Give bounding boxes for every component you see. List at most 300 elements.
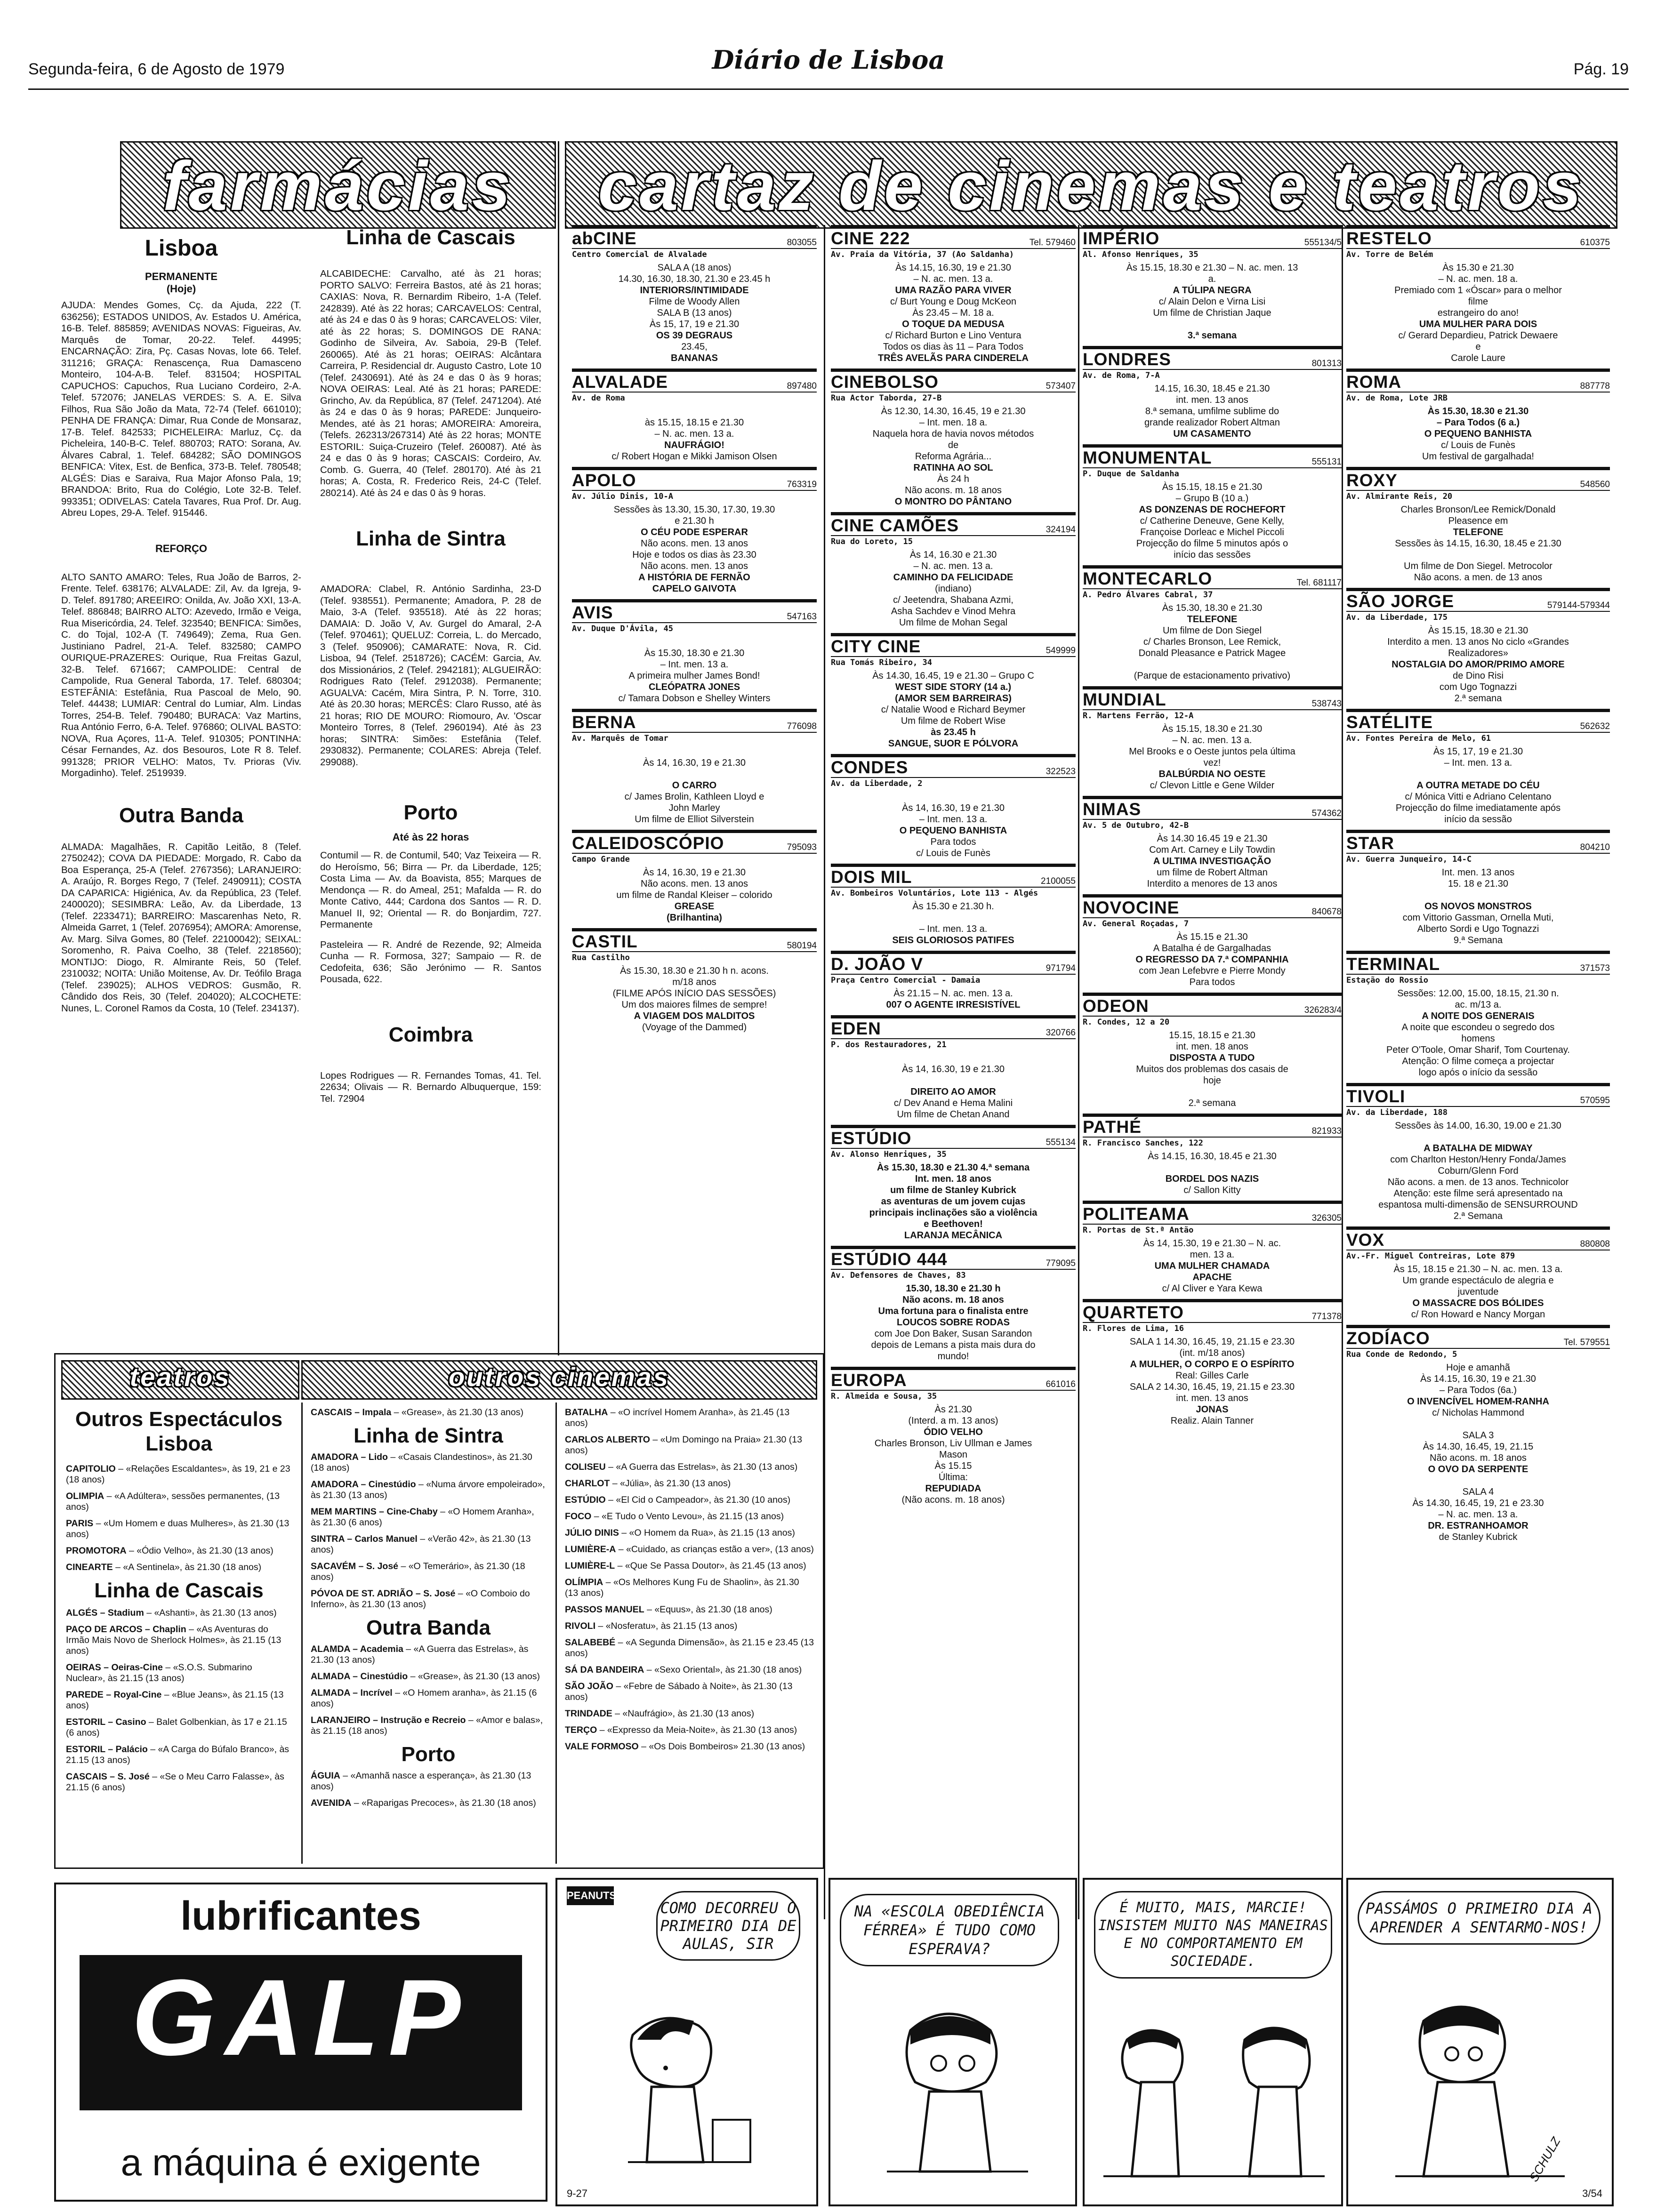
- cinema-name: NOVOCINE: [1083, 898, 1180, 917]
- listing-detail: – «O Temerário», às 21.30 (18 anos): [311, 1561, 525, 1582]
- teatros-cascais-heading: Linha de Cascais: [94, 1579, 264, 1602]
- comic-panel-1: [555, 1878, 818, 2206]
- marcie-drawing: [830, 1993, 1075, 2200]
- cinema-line: Reforma Agrária...: [915, 451, 992, 462]
- cinema-line: TELEFONE: [1187, 614, 1238, 625]
- cinema-line: (Brilhantina): [667, 913, 722, 923]
- listing-entry: [66, 1518, 292, 1540]
- farmacias-banner: [120, 141, 556, 229]
- cinema-name: NIMAS: [1083, 800, 1142, 819]
- comic-bubble-2: NA «ESCOLA OBEDIÊNCIA FÉRREA» É TUDO COMO ESPERAVA?: [840, 1894, 1059, 1966]
- cinema-line: Às 15.15 e 21.30: [1176, 932, 1248, 942]
- cinema-phone: 579144-579344: [1547, 601, 1610, 610]
- cinema-line: LARANJA MECÂNICA: [904, 1230, 1003, 1241]
- listing-entry: [565, 1637, 814, 1659]
- listing-detail: – «Ashanti», às 21.30 (13 anos): [144, 1608, 277, 1618]
- cinema-name: QUARTETO: [1083, 1303, 1184, 1322]
- cinema-line: filme: [1468, 297, 1488, 307]
- cinema-line: Às 24 h: [937, 474, 969, 484]
- cinema-line: depois de Lemans a pista mais dura do: [871, 1340, 1036, 1350]
- cinema-line: (Voyage of the Dammed): [642, 1022, 747, 1033]
- listing-entry: [565, 1528, 814, 1539]
- listing-venue: PAÇO DE ARCOS – Chaplin: [66, 1624, 186, 1635]
- cinema-name: MONTECARLO: [1083, 569, 1213, 588]
- outros-cinemas-banner-title: outros cinemas: [449, 1362, 670, 1392]
- cinema-line: c/ Ron Howard e Nancy Morgan: [1411, 1309, 1545, 1320]
- cinema-header: [1346, 713, 1610, 733]
- cinema-line: [831, 791, 1076, 802]
- cinema-line: Para todos: [1189, 977, 1235, 987]
- cinema-line: O TOQUE DA MEDUSA: [902, 319, 1005, 329]
- listing-venue: CINEARTE: [66, 1562, 113, 1572]
- cinema-listing: [1083, 565, 1342, 681]
- cinema-phone: 555131: [1311, 457, 1342, 467]
- cinema-line: men. 13 a.: [1190, 1250, 1235, 1260]
- listing-entry: [311, 1534, 546, 1555]
- cinema-line: c/ Nicholas Hammond: [1432, 1408, 1524, 1418]
- cinema-header: [1346, 1087, 1610, 1107]
- cinema-line: de Stanley Kubrick: [1439, 1532, 1518, 1542]
- cinema-address: Av. Júlio Dinis, 10-A: [572, 492, 673, 501]
- teatros-heading: Outros Espectáculos Lisboa: [75, 1408, 283, 1455]
- oc-banda-heading: Outra Banda: [366, 1616, 491, 1639]
- galp-brand: GALP: [131, 1957, 470, 2078]
- cinema-line: A ULTIMA INVESTIGAÇÃO: [1153, 856, 1271, 866]
- sintra-text: AMADORA: Clabel, R. António Sardinha, 23-D (Telef. 938551). Permanente; Amadora, P. 28 de Maio, 3-A (Telef. 935518). Até às 22 horas; DAMAIA: D. João V, Av. Gurgel do Amaral, 2-A (Telef. 970461); QUELUZ: Correia, L. do Mercado, 3 (Telef. 950906); CAMARATE: Nova, R. Cid. Lisboa, 94 (Telef. 2518726); CACÉM: Garcia, Av. dos Missionários, 2 (Telef. 2942181); ALGUEIRÃO: Rodrigues Rato (Telef. 2912038). Permanente; AGUALVA: Cacém, Mira Sintra, P. N. Torre, 310. Até às 20.30 horas; MERCÊS: Claro Russo, até às 21 horas; RIO DE MOURO: Riomouro, Av. 'Oscar Monteiro Torres, 8 (Telef. 2960194). Até às 23 horas; SINTRA: Simões: Estefânia (Telef. 2930832). Permanente; COLARES: Abreja (Telef. 299088).: [320, 584, 541, 768]
- listing-detail: – «Equus», às 21.30 (18 anos): [644, 1604, 772, 1615]
- cinema-listing: [1346, 1083, 1610, 1222]
- cinema-header: [1346, 229, 1610, 249]
- listing-venue: TRINDADE: [565, 1708, 612, 1719]
- listing-venue: SACAVÉM – S. José: [311, 1561, 399, 1571]
- comic-bubble-3: É MUITO, MAIS, MARCIE! INSISTEM MUITO NAS MANEIRAS E NO COMPORTAMENTO EM SOCIEDADE.: [1094, 1891, 1332, 1979]
- listing-entry: [66, 1546, 292, 1556]
- cinema-line: Sessões às 14.00, 16.30, 19.00 e 21.30: [1395, 1121, 1561, 1131]
- cinema-line: A BATALHA DE MIDWAY: [1424, 1143, 1533, 1154]
- cinema-line: UMA MULHER PARA DOIS: [1419, 319, 1537, 329]
- comic-panel-4: [1346, 1878, 1614, 2206]
- listing-detail: – «Casais Clandestinos», às 21.30 (18 anos): [311, 1452, 532, 1473]
- cinema-line: um filme de Randal Kleiser – colorido: [616, 890, 772, 900]
- cinema-address: Av. de Roma, 7-A: [1083, 371, 1160, 380]
- cinema-header: [831, 373, 1076, 393]
- cinema-line: Interdito a menores de 13 anos: [1147, 879, 1278, 889]
- outra-banda-heading: Outra Banda: [119, 803, 244, 827]
- cinema-line: LOUCOS SOBRE RODAS: [896, 1317, 1010, 1328]
- cinema-line: (AMOR SEM BARREIRAS): [895, 693, 1012, 704]
- listing-venue: CAPITOLIO: [66, 1464, 116, 1474]
- cinema-line: Às 14.15, 16.30, 18.45 e 21.30: [1148, 1151, 1277, 1162]
- listing-entry: [311, 1479, 546, 1501]
- cinema-name: RESTELO: [1346, 229, 1432, 248]
- cinema-listing: [1083, 1201, 1342, 1294]
- cinema-line: A noite que escondeu o segredo dos: [1401, 1022, 1555, 1033]
- cinema-name: CINEBOLSO: [831, 372, 939, 392]
- cinema-line: – N. ac. men. 18 a.: [1438, 274, 1518, 284]
- cinema-name: CASTIL: [572, 932, 638, 951]
- listing-venue: FOCO: [565, 1511, 592, 1522]
- listing-venue: MEM MARTINS – Cine-Chaby: [311, 1507, 438, 1517]
- cinema-address: Av. Fontes Pereira de Melo, 61: [1346, 734, 1491, 743]
- listing-venue: RIVOLI: [565, 1621, 596, 1631]
- cinema-address: Av. Bombeiros Voluntários, Lote 113 - Algés: [831, 889, 1038, 898]
- listing-entry: [66, 1744, 292, 1766]
- cinema-line: c/ Gerard Depardieu, Patrick Dewaere: [1398, 330, 1558, 341]
- cinema-listing: [1346, 709, 1610, 825]
- cinema-line: CLEÓPATRA JONES: [648, 682, 740, 692]
- separator: [1078, 225, 1079, 1919]
- cinema-line: ÓDIO VELHO: [924, 1427, 983, 1437]
- listing-detail: – «Um Homem e duas Mulheres», às 21.30 (13 anos): [66, 1518, 290, 1539]
- cinema-line: Com Art. Carney e Lily Towdin: [1149, 845, 1275, 855]
- cinema-line: [831, 912, 1076, 923]
- cinema-listing: [831, 1367, 1076, 1506]
- listing-venue: LUMIÈRE-A: [565, 1544, 616, 1555]
- cinema-phone: 795093: [787, 842, 817, 852]
- cinema-address: Av. General Roçadas, 7: [1083, 919, 1189, 929]
- cinema-line: – N. ac. men. 13 a.: [654, 429, 734, 439]
- cinema-line: Um filme de Elliot Silverstein: [635, 814, 754, 825]
- cinema-line: UM CASAMENTO: [1173, 429, 1251, 439]
- cinema-line: Sessões às 13.30, 15.30, 17.30, 19.30: [613, 505, 775, 515]
- cinema-line: Françoise Dorleac e Michel Piccoli: [1140, 527, 1284, 537]
- cinema-listing: [831, 1015, 1076, 1120]
- cinema-header: [1083, 800, 1342, 820]
- cinema-line: [1346, 1131, 1610, 1143]
- cinema-line: Peter O'Toole, Omar Sharif, Tom Courtenay.: [1386, 1045, 1570, 1055]
- permanente-label: PERMANENTE: [145, 271, 217, 282]
- cinema-line: 15. 18 e 21.30: [1448, 879, 1508, 889]
- listing-venue: PASSOS MANUEL: [565, 1604, 644, 1615]
- cinema-phone: Tel. 579551: [1563, 1338, 1610, 1347]
- cinema-line: Uma fortuna para o finalista entre: [878, 1306, 1029, 1316]
- cinema-line: UMA RAZÃO PARA VIVER: [895, 285, 1012, 296]
- galp-logo: [80, 1955, 522, 2110]
- cinema-address: R. Almeida e Sousa, 35: [831, 1392, 937, 1401]
- cinema-address: Rua do Loreto, 15: [831, 537, 913, 546]
- cinema-line: 2.ª semana: [1188, 1098, 1236, 1108]
- listing-venue: ALGÉS – Stadium: [66, 1608, 144, 1618]
- cinema-name: SATÉLITE: [1346, 713, 1433, 732]
- listing-detail: – «Expresso da Meia-Noite», às 21.30 (13 anos): [597, 1725, 797, 1735]
- listing-detail: – «A Guerra das Estrelas», às 21.30 (13 anos): [311, 1644, 529, 1665]
- listing-entry: [565, 1407, 814, 1429]
- cinema-header: [1083, 997, 1342, 1017]
- cinema-phone: 779095: [1046, 1258, 1076, 1268]
- listing-detail: – «Um Domingo na Praia» 21.30 (13 anos): [565, 1435, 802, 1456]
- cinema-line: GREASE: [674, 901, 715, 912]
- cinema-line: REPUDIADA: [925, 1483, 981, 1494]
- listing-entry: [565, 1681, 814, 1703]
- cinema-line: int. men. 13 anos: [1176, 1393, 1248, 1403]
- listing-entry: [311, 1588, 546, 1610]
- listing-detail: – «A Guerra das Estrelas», às 21.30 (13 anos): [605, 1462, 798, 1472]
- cinema-line: SALA 1 14.30, 16.45, 19, 21.15 e 23.30: [1129, 1337, 1295, 1347]
- cinema-name: CALEIDOSCÓPIO: [572, 834, 724, 853]
- cinema-line: [1346, 890, 1610, 901]
- cinema-name: BERNA: [572, 713, 636, 732]
- listing-detail: – «A Segunda Dimensão», às 21.15 e 23.45 (13 anos): [565, 1637, 814, 1659]
- cinema-line: – N. ac. men. 13 a.: [913, 274, 993, 284]
- cinema-line: 2.ª semana: [1454, 693, 1502, 704]
- listing-detail: – «As Aventuras do Irmão Mais Novo de Sherlock Holmes», às 21.15 (13 anos): [66, 1624, 282, 1656]
- cinema-line: – Para Todos (6a.): [1439, 1385, 1517, 1395]
- listing-entry: [311, 1671, 546, 1682]
- listing-venue: LARANJEIRO – Instrução e Recreio: [311, 1715, 466, 1725]
- cinema-line: (Não acons. m. 18 anos): [901, 1495, 1005, 1505]
- outra-banda-text: ALMADA: Magalhães, R. Capitão Leitão, 8 (Telef. 2750242); COVA DA PIEDADE: Morgado, R. Cabo da Boa Esperança, 25-A (Telef. 2767356); LARANJEIRO: A. Araújo, R. Borges Rego, 7 (Telef. 2490911); COSTA DA CAPARICA: Higiénica, Av. da República, 23 (Telef. 2400020); SESIMBRA: Leão, Av. da Liberdade, 13 (Telef. 2233471); BARREIRO: Mascarenhas Neto, R. Almeida Garret, 1 (Telef. 2076954); AMORA: Amorense, Av. Marg. Silva Gomes, 80 (Telef. 22100042); SEIXAL: Soromenho, R. Paiva Coelho, 38 (Telef. 2218560); MONTIJO: Diogo, R. Almirante Reis, 50 (Telef. 2310032; NOITA: União Moitense, Av. Dr. Teófilo Braga (Telef. 239025); ALHOS VEDROS: Gusmão, R. Cândido dos Reis, 30 (Telef. 204020); ALCOCHETE: Nunes, L. Coronel Ramos da Costa, 10 (Telef. 234137).: [61, 841, 301, 1014]
- cinema-line: c/ Mónica Vitti e Adriano Celentano: [1405, 792, 1552, 802]
- listing-entry: [565, 1665, 814, 1675]
- peppermint-patty-drawing: [557, 2002, 816, 2200]
- cinema-address: Av. Almirante Reis, 20: [1346, 492, 1453, 501]
- cinema-line: Real: Gilles Carle: [1175, 1370, 1249, 1381]
- cinema-listing: [572, 369, 817, 462]
- cinema-listing: [1346, 588, 1610, 704]
- listing-detail: – «Numa árvore empoleirado», às 21.30 (13 anos): [311, 1479, 545, 1500]
- cinema-listing: [831, 951, 1076, 1010]
- cinema-line: Int. men. 18 anos: [915, 1174, 992, 1184]
- cinema-name: PATHÉ: [1083, 1117, 1142, 1137]
- cinema-header: [831, 1019, 1076, 1039]
- marcie-sitting-drawing: [1348, 1993, 1612, 2200]
- listing-detail: – «S.O.S. Submarino Nuclear», às 21.15 (13 anos): [66, 1662, 252, 1683]
- cinema-line: DIREITO AO AMOR: [910, 1087, 996, 1097]
- cinema-address: Centro Comercial de Alvalade: [572, 250, 707, 259]
- cinema-line: Hoje e todos os dias às 23.30: [632, 550, 756, 560]
- cinema-header: [831, 637, 1076, 657]
- coimbra-heading: Coimbra: [388, 1023, 473, 1046]
- cinema-line: (FILME APÓS INÍCIO DAS SESSÕES): [612, 988, 776, 999]
- listing-entry: [311, 1561, 546, 1583]
- listing-venue: SÃO JOÃO: [565, 1681, 613, 1691]
- comic-date: 9-27: [567, 2188, 588, 2199]
- separator: [555, 1403, 557, 1864]
- galp-ad: [54, 1883, 547, 2202]
- cinema-line: SANGUE, SUOR E PÓLVORA: [888, 738, 1019, 749]
- cinema-address: Campo Grande: [572, 855, 630, 864]
- listing-entry: [565, 1435, 814, 1456]
- cinema-header: [1083, 1303, 1342, 1323]
- cinema-line: Às 14.30, 16.45, 19, 21 e 23.30: [1412, 1498, 1544, 1508]
- cinema-line: Às 21.30: [934, 1404, 972, 1415]
- cinema-line: as aventuras de um jovem cujas: [881, 1196, 1026, 1207]
- cinema-address: R. Flores de Lima, 16: [1083, 1324, 1184, 1333]
- cinema-line: [1083, 319, 1342, 330]
- cinema-line: WEST SIDE STORY (14 a.): [895, 682, 1012, 692]
- cinema-line: Hoje e amanhã: [1446, 1362, 1510, 1373]
- comic-bubble-4: PASSÁMOS O PRIMEIRO DIA A APRENDER A SENTARMO-NOS!: [1358, 1891, 1601, 1945]
- listing-entry: [565, 1621, 814, 1632]
- cinema-line: Às 15.30 e 21.30 h.: [912, 901, 994, 912]
- listing-venue: LUMIÈRE-L: [565, 1561, 615, 1571]
- cinema-line: A VIAGEM DOS MALDITOS: [634, 1011, 755, 1021]
- cinema-phone: 326283/4: [1304, 1005, 1342, 1015]
- separator: [301, 1403, 303, 1864]
- cinema-line: A HISTÓRIA DE FERNÃO: [638, 572, 750, 583]
- listing-venue: ÁGUIA: [311, 1771, 340, 1781]
- listing-detail: – «Os Dois Bombeiros» 21.30 (13 anos): [638, 1741, 805, 1752]
- cinema-name: TERMINAL: [1346, 954, 1440, 974]
- listing-entry: [565, 1544, 814, 1555]
- cascais-text: ALCABIDECHE: Carvalho, até às 21 horas; PORTO SALVO: Ferreira Bastos, até às 21 horas; CAXIAS: Nova, R. Bernardim Ribeiro, 1-A (Telef. 242839). Até às 22 horas; CARCAVELOS: Central, até às 24 e das 0 às 9 horas; CARCAVELOS: Viler, até às 22 horas; S. DOMINGOS DE RANA: Godinho de Silveira, Av. Saboia, 29-B (Telef. 260065). Até às 21 horas; OEIRAS: Alcântara Carreira, P. Residencial dr. Augusto Castro, Lote 10 (Telef. 2430691). Até às 24 e das 0 às 9 horas; NOVA OEIRAS: Leal. Até às 21 horas; PAREDE: Grincho, Av. da República, 87 (Telef. 2471204). Até às 24 e das 0 às 9 horas; PAREDE: Junqueiro-Mendes, até às 21 horas; AMOREIRA: Amoreira, (Telefs. 262313/267314) Até às 22 horas; MONTE ESTORIL: Suiça-Cruzeiro (Telef. 260087). Até às 24 e das 0 às 9 horas; CASCAIS: Cordeiro, Av. Comb. G. Guerra, 40 (Telef. 280170). Até às 21 horas; A. Costa, R. Frederico Reis, 24-C (Telef. 280214). Até às 24 e das 0 às 9 horas.: [320, 268, 541, 498]
- cinema-phone: 574362: [1311, 809, 1342, 818]
- cinema-phone: 555134/5: [1304, 238, 1342, 248]
- listing-venue: AMADORA – Lido: [311, 1452, 388, 1462]
- farmacias-banner-title: farmácias: [162, 147, 514, 225]
- cinema-address: Rua Tomás Ribeiro, 34: [831, 658, 932, 667]
- cinema-line: Às 23.45 – M. 18 a.: [912, 308, 994, 318]
- cinema-listing: [1346, 951, 1610, 1078]
- listing-venue: BATALHA: [565, 1407, 608, 1418]
- cinema-line: c/ Alain Delon e Virna Lisi: [1158, 297, 1266, 307]
- cinema-line: SALA B (13 anos): [657, 308, 732, 318]
- cinema-header: [1083, 350, 1342, 370]
- cinema-line: CAPELO GAIVOTA: [652, 584, 737, 594]
- cinema-line: (indiano): [935, 584, 972, 594]
- cinema-address: Estação do Rossio: [1346, 976, 1428, 985]
- listing-entry: [311, 1452, 546, 1474]
- cinema-header: [1346, 1329, 1610, 1349]
- cinema-line: Um grande espectáculo de alegria e: [1402, 1275, 1554, 1286]
- cinema-phone: 547163: [787, 612, 817, 622]
- listing-entry: [565, 1462, 814, 1473]
- cinema-address: Av. da Liberdade, 2: [831, 779, 923, 788]
- cinema-phone: 549999: [1046, 646, 1076, 656]
- cinema-name: AVIS: [572, 603, 613, 622]
- cinema-address: Av. Duque D'Ávila, 45: [572, 624, 673, 633]
- listing-venue: TERÇO: [565, 1725, 597, 1735]
- cinema-line: 14.30, 16.30, 18.30, 21.30 e 23.45 h: [618, 274, 771, 284]
- cinema-line: 9.ª Semana: [1453, 935, 1503, 946]
- cinema-name: IMPÉRIO: [1083, 229, 1160, 248]
- cinema-phone: 2100055: [1041, 876, 1076, 886]
- cinema-listing: [572, 928, 817, 1033]
- issue-date: Segunda-feira, 6 de Agosto de 1979: [28, 60, 285, 78]
- cinema-phone: 371573: [1580, 963, 1610, 973]
- cinema-phone: 821933: [1311, 1126, 1342, 1136]
- cinema-line: Um dos maiores filmes de sempre!: [621, 1000, 767, 1010]
- cinema-address: P. Duque de Saldanha: [1083, 469, 1179, 479]
- listing-entry: [66, 1608, 292, 1619]
- cinema-line: estrangeiro do ano!: [1437, 308, 1519, 318]
- cinema-line: c/ Robert Hogan e Mikki Jamison Olsen: [611, 451, 777, 462]
- listing-entry: [565, 1478, 814, 1489]
- cinema-line: Donald Pleasance e Patrick Magee: [1138, 648, 1286, 658]
- cinema-address: P. dos Restauradores, 21: [831, 1040, 947, 1050]
- cinema-line: 2.ª Semana: [1453, 1211, 1503, 1221]
- cinema-address: Rua Actor Taborda, 27-B: [831, 393, 942, 403]
- cinema-listing: [831, 1246, 1076, 1362]
- listing-detail: – «Nosferatu», às 21.15 (13 anos): [595, 1621, 738, 1631]
- cinema-listing: [1346, 830, 1610, 946]
- listing-venue: ESTORIL – Palácio: [66, 1744, 148, 1755]
- sintra-heading: Linha de Sintra: [356, 527, 506, 550]
- cinema-line: Int. men. 13 anos: [1441, 867, 1515, 878]
- cinema-listing: [831, 864, 1076, 946]
- cinema-line: Projecção do filme 5 minutos após o: [1136, 538, 1288, 549]
- cinema-line: c/ Clevon Little e Gene Wilder: [1150, 780, 1275, 791]
- listing-detail: – «Sexo Oriental», às 21.30 (18 anos): [644, 1665, 802, 1675]
- cinema-listing: [572, 467, 817, 594]
- reforco-heading: REFORÇO: [155, 542, 207, 554]
- cinema-phone: 326305: [1311, 1213, 1342, 1223]
- page-number: Pág. 19: [1573, 60, 1629, 78]
- listing-entry: [311, 1771, 546, 1792]
- cinema-line: Naquela hora de havia novos métodos: [872, 429, 1034, 439]
- listing-entry: [66, 1717, 292, 1739]
- cinema-line: OS NOVOS MONSTROS: [1424, 901, 1532, 912]
- cinema-line: Última:: [938, 1472, 968, 1483]
- cinema-line: BORDEL DOS NAZIS: [1165, 1174, 1259, 1184]
- cinema-listing: [1083, 686, 1342, 791]
- listing-detail: – «O Homem Aranha», às 21.30 (6 anos): [311, 1507, 534, 1528]
- cinema-line: Um filme de Mohan Segal: [899, 617, 1008, 628]
- cinema-line: NAUFRÁGIO!: [664, 440, 724, 450]
- cinema-phone: 562632: [1580, 721, 1610, 731]
- listing-venue: CASCAIS – Impala: [311, 1407, 392, 1418]
- porto-text: Contumil — R. de Contumil, 540; Vaz Teixeira — R. do Heroísmo, 56; Birra — Pr. da Liberdade, 125; Costa Lima — Av. da Boavista, 855; Marques de Mendonça — R. do Ameal, 251; Mafalda — R. do Monte Cativo, 444; Cardona dos Santos — R. D. Manuel II, 92; Oriental — R. do Bonjardim, 727. Permanente: [320, 850, 541, 930]
- comic-title: PEANUTS: [567, 1886, 614, 1905]
- cinema-name: SÃO JORGE: [1346, 592, 1454, 611]
- cinema-listing: [831, 754, 1076, 859]
- cinema-line: logo após o início da sessão: [1418, 1067, 1538, 1078]
- cinema-line: [831, 1075, 1076, 1086]
- cinema-line: com Vittorio Gassman, Ornella Muti,: [1402, 913, 1554, 923]
- cinema-header: [1346, 1231, 1610, 1250]
- cinema-line: Às 15.30, 18.30 e 21.30 4.ª semana: [877, 1162, 1030, 1173]
- cinema-line: Para todos: [930, 837, 976, 847]
- cinema-line: – Para Todos (6 a.): [1436, 417, 1520, 428]
- cinema-line: c/ Tamara Dobson e Shelley Winters: [618, 693, 771, 704]
- cinema-phone: 320766: [1046, 1028, 1076, 1038]
- cinema-line: Não acons. m. 18 anos: [1430, 1453, 1527, 1463]
- cinema-line: e Beethoven!: [924, 1219, 983, 1229]
- cinema-line: Um filme de Robert Wise: [901, 716, 1006, 726]
- cinema-line: O CÉU PODE ESPERAR: [641, 527, 748, 537]
- cinema-name: ROXY: [1346, 471, 1398, 490]
- cinema-phone: 763319: [787, 480, 817, 489]
- cinema-line: SALA 4: [1462, 1487, 1494, 1497]
- cinema-line: Às 14, 16.30, 19 e 21.30: [643, 867, 746, 878]
- cinema-line: A NOITE DOS GENERAIS: [1422, 1011, 1535, 1021]
- cinema-line: [572, 769, 817, 780]
- cinema-line: Charles Bronson/Lee Remick/Donald: [1400, 505, 1556, 515]
- cinema-address: Al. Afonso Henriques, 35: [1083, 250, 1199, 259]
- cinema-listing: [572, 709, 817, 825]
- cinema-line: Às 15.15, 18.30 e 21.30 – N. ac. men. 13: [1126, 263, 1298, 273]
- listing-entry: [66, 1771, 292, 1793]
- listing-entry: [311, 1798, 546, 1809]
- cinema-line: O PEQUENO BANHISTA: [899, 825, 1007, 836]
- listing-venue: CARLOS ALBERTO: [565, 1435, 650, 1445]
- cinema-phone: 771378: [1311, 1312, 1342, 1322]
- cinema-line: Às 12.30, 14.30, 16.45, 19 e 21.30: [881, 406, 1026, 417]
- listing-detail: – «Naufrágio», às 21.30 (13 anos): [612, 1708, 755, 1719]
- cinema-phone: 538743: [1311, 699, 1342, 709]
- cinema-line: DR. ESTRANHOAMOR: [1428, 1521, 1528, 1531]
- cinema-line: – Int. men. 13 a.: [919, 924, 988, 934]
- cinema-line: John Marley: [668, 803, 720, 813]
- cinema-line: [1346, 1475, 1610, 1486]
- cinema-line: TELEFONE: [1453, 527, 1504, 537]
- cinema-listing: [1346, 369, 1610, 462]
- cinema-line: Todos os dias às 11 – Para Todos: [883, 342, 1024, 352]
- cinema-line: vez!: [1203, 758, 1221, 768]
- cinema-line: Projecção do filme imediatamente após: [1395, 803, 1561, 813]
- outros-cinemas-col-2: [565, 1407, 814, 1758]
- cinema-name: APOLO: [572, 471, 636, 490]
